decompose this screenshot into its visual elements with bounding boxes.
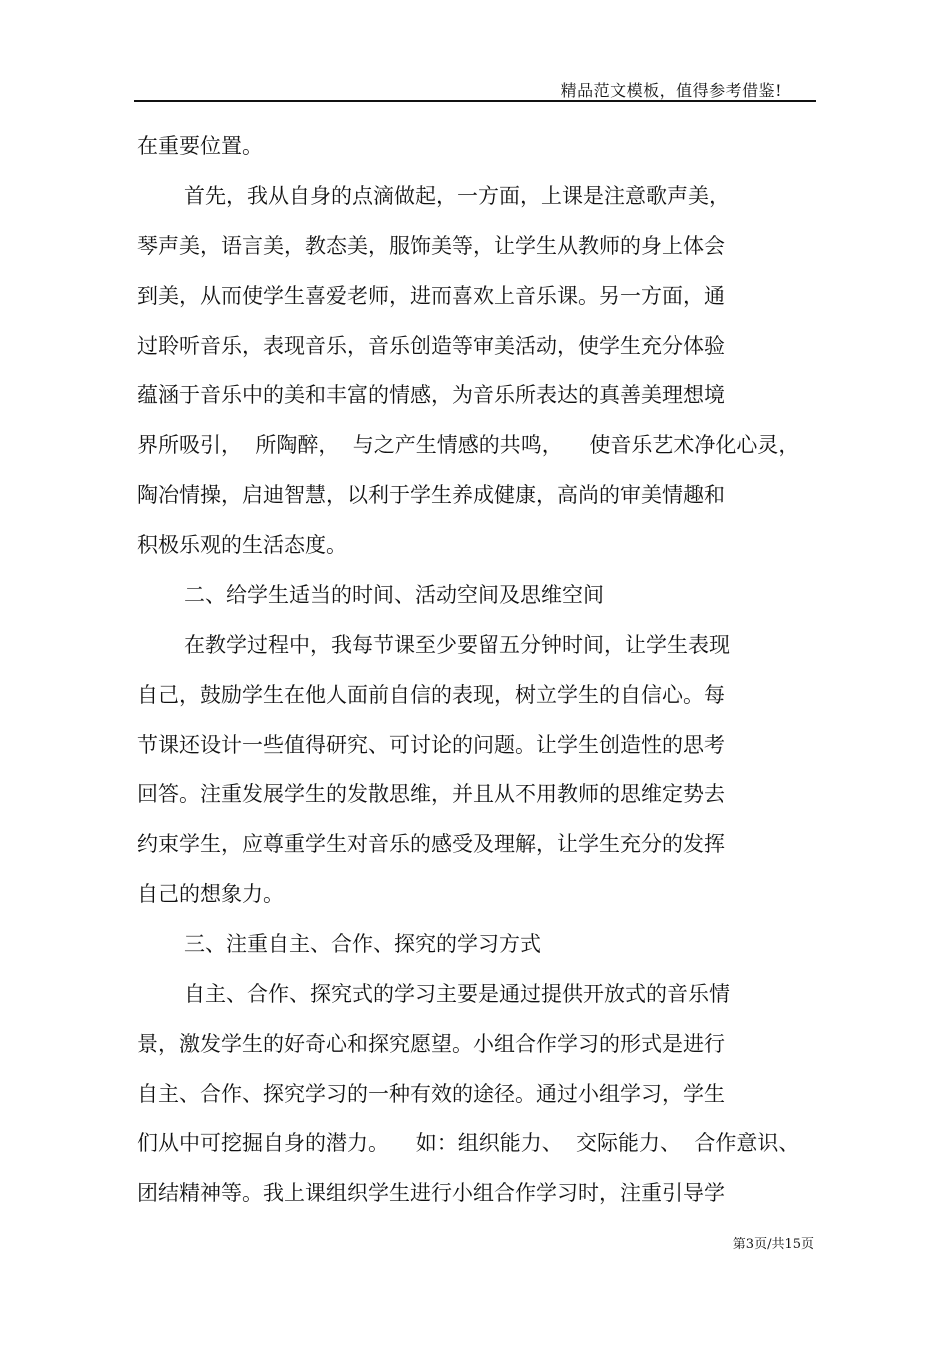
section-heading: 二、给学生适当的时间、活动空间及思维空间 [184, 583, 604, 607]
text-line: 回答。注重发展学生的发散思维，并且从不用教师的思维定势去 [137, 782, 725, 806]
text-line: 在教学过程中，我每节课至少要留五分钟时间，让学生表现 [184, 633, 730, 657]
section-heading: 三、注重自主、合作、探究的学习方式 [184, 932, 541, 956]
text-line: 们从中可挖掘自身的潜力。 如：组织能力、 交际能力、 合作意识、 [137, 1131, 800, 1155]
text-line: 自己，鼓励学生在他人面前自信的表现，树立学生的自信心。每 [137, 683, 725, 707]
header-text: 精品范文模板，值得参考借鉴! [560, 81, 782, 100]
text-line: 约束学生，应尊重学生对音乐的感受及理解，让学生充分的发挥 [137, 832, 725, 856]
text-line: 自主、合作、探究学习的一种有效的途径。通过小组学习，学生 [137, 1082, 725, 1106]
text-line: 自主、合作、探究式的学习主要是通过提供开放式的音乐情 [184, 982, 730, 1006]
text-line: 团结精神等。我上课组织学生进行小组合作学习时，注重引导学 [137, 1181, 725, 1205]
text-line: 在重要位置。 [137, 134, 263, 158]
text-line: 陶冶情操，启迪智慧，以利于学生养成健康，高尚的审美情趣和 [137, 483, 725, 507]
text-line: 节课还设计一些值得研究、可讨论的问题。让学生创造性的思考 [137, 733, 725, 757]
text-line: 到美，从而使学生喜爱老师，进而喜欢上音乐课。另一方面，通 [137, 284, 725, 308]
text-line: 界所吸引， 所陶醉， 与之产生情感的共鸣， 使音乐艺术净化心灵， [137, 433, 800, 457]
text-line: 自己的想象力。 [137, 882, 284, 906]
header-divider [134, 100, 816, 102]
text-line: 琴声美，语言美，教态美，服饰美等，让学生从教师的身上体会 [137, 234, 725, 258]
text-line: 过聆听音乐，表现音乐，音乐创造等审美活动，使学生充分体验 [137, 334, 725, 358]
page-number: 第3页/共15页 [732, 1237, 814, 1252]
text-line: 首先，我从自身的点滴做起，一方面，上课是注意歌声美， [184, 184, 730, 208]
text-line: 蕴涵于音乐中的美和丰富的情感，为音乐所表达的真善美理想境 [137, 383, 725, 407]
text-line: 景，激发学生的好奇心和探究愿望。小组合作学习的形式是进行 [137, 1032, 725, 1056]
text-line: 积极乐观的生活态度。 [137, 533, 347, 557]
